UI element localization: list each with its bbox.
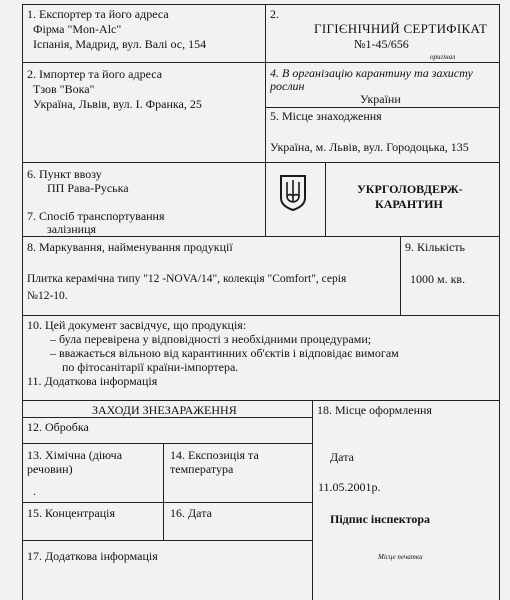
authority-name-cont: КАРАНТИН <box>375 197 443 211</box>
certification-statement-label: 10. Цей документ засвідчує, що продукція: <box>27 318 247 332</box>
date-label: Дата <box>330 450 354 464</box>
concentration-label: 15. Концентрація <box>27 506 115 520</box>
transport-value: залізниця <box>47 222 97 236</box>
transport-label: 7. Спосіб транспортування <box>27 209 165 223</box>
inspector-signature-label: Підпис інспектора <box>330 512 431 526</box>
rule-right <box>499 4 500 600</box>
quantity-label: 9. Кількість <box>405 240 466 254</box>
certificate-box-number: 2. <box>270 7 279 21</box>
quarantine-org-value: України <box>360 92 401 106</box>
location-value: Україна, м. Львів, вул. Городоцька, 135 <box>270 140 469 154</box>
chemical-label: 13. Хімічна (діюча <box>27 448 123 462</box>
chemical-label-cont: речовин) <box>27 462 73 476</box>
exposure-label: 14. Експозиція та <box>170 448 259 462</box>
certificate-title: ГІГІЄНІЧНИЙ СЕРТИФІКАТ <box>314 21 488 36</box>
rule-left <box>22 4 23 600</box>
original-label: оригінал <box>430 53 456 61</box>
certification-item-3: по фітосанітарії країни-імпортера. <box>62 360 239 374</box>
exporter-label: 1. Експортер та його адреса <box>27 7 169 21</box>
additional-info-2-label: 17. Додаткова інформація <box>27 549 158 563</box>
product-description-cont: №12-10. <box>27 290 68 302</box>
exporter-address: Іспанія, Мадрид, вул. Валі ос, 154 <box>33 37 207 51</box>
product-description: Плитка керамічна типу "12 -NOVA/14", колекція "Comfort", серія <box>27 273 347 285</box>
entry-point-label: 6. Пункт ввозу <box>27 167 102 181</box>
certificate-number: №1-45/656 <box>354 37 409 51</box>
rule-top <box>22 4 500 5</box>
rule-box13 <box>22 502 312 503</box>
rule-emblem <box>325 162 326 236</box>
rule-row2 <box>22 162 500 163</box>
certification-item-2: – вважається вільною від карантинних об'єктів і відповідає вимогам <box>50 346 399 360</box>
rule-row1 <box>22 62 500 63</box>
trident-icon <box>275 172 311 212</box>
location-label: 5. Місце знаходження <box>270 109 382 123</box>
rule-mid-split <box>163 443 164 540</box>
rule-row5 <box>22 400 500 401</box>
issue-place-label: 18. Місце оформлення <box>317 403 432 417</box>
quarantine-org-label-cont: рослин <box>270 79 305 93</box>
stamp-place-label: Місце печатки <box>378 553 423 561</box>
quarantine-org-label: 4. В організацію карантину та захисту <box>270 66 473 80</box>
importer-name: Тзов "Вока" <box>33 82 95 96</box>
authority-name: УКРГОЛОВДЕРЖ- <box>357 182 463 196</box>
rule-box9 <box>400 236 401 315</box>
rule-col-split <box>265 4 266 236</box>
entry-point-value: ПП Рава-Руська <box>47 181 129 195</box>
importer-address: Україна, Львів, вул. І. Франка, 25 <box>33 97 202 111</box>
certification-item-1: – була перевірена у відповідності з необхідними процедурами; <box>50 332 372 346</box>
quantity-value: 1000 м. кв. <box>410 272 466 286</box>
disinfection-title: ЗАХОДИ ЗНЕЗАРАЖЕННЯ <box>92 403 237 417</box>
importer-label: 2. Імпортер та його адреса <box>27 67 163 81</box>
rule-box15 <box>22 540 312 541</box>
product-label: 8. Маркування, найменування продукції <box>27 240 233 254</box>
rule-box12 <box>22 443 312 444</box>
additional-info-label: 11. Додаткова інформація <box>27 374 158 388</box>
rule-row4 <box>22 315 500 316</box>
treatment-label: 12. Обробка <box>27 420 89 434</box>
exposure-label-cont: температура <box>170 462 234 476</box>
chemical-value: . <box>33 484 36 498</box>
date-value: 11.05.2001р. <box>318 480 381 494</box>
exporter-name: Фірма "Mon-Alc" <box>33 22 122 36</box>
rule-box18 <box>312 400 313 600</box>
treatment-date-label: 16. Дата <box>170 506 212 520</box>
